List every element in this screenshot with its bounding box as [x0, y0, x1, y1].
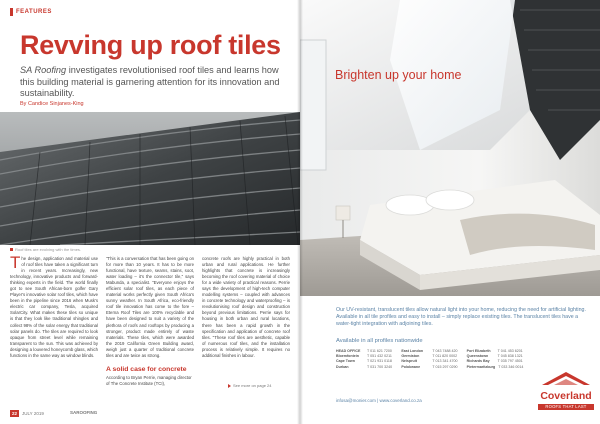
office-item: Pietermaritzburg T 033 346 0014 — [466, 364, 524, 369]
page-number: 22 — [12, 411, 18, 416]
office-item: Polokwane T 015 297 0290 — [401, 364, 458, 369]
article-column-3: concrete roofs are highly practical in both urban and rural applications. He further highlights that concrete is increasingly becoming the roof covering material of choice for a wide variety of practical reasons. Perrie says the development of high-tech computer modelling systems – coupled with advances in concrete technology and waterproofing – is revolutionising roof design and construction beyond previous limitations. Perrie says for housing in both urban and rural locations, there has been a rapid growth in the specification and application of concrete roof tiles. "These roof tiles are aesthetic, capable of numerous roof tiles, and the installation process is relatively simple. It requires no additional finishes in labour. — [202, 256, 290, 358]
deck-publication: SA Roofing — [20, 65, 67, 75]
drop-cap: T — [10, 253, 21, 272]
office-item: Queenstown T 045 838 1321 — [466, 354, 523, 359]
coverland-logo — [538, 370, 594, 410]
article-column-2-continued: According to Bryan Perrie, managing director of The Concrete Institute (TCI), — [106, 375, 192, 387]
roof-logo-icon — [538, 370, 594, 386]
column-1-text: he design, application and material use of roof tiles have taken a significant turn in recent years. Increasingly, new technology, innovative products and forward-thinking experts in the field. The world finally got to see South African-born golfer Gary Player's innovative solar roof tiles, which have been in the pipeline since 2016 when Musk's electric car company, Tesla, acquired SolarCity. What makes these tiles so unique is that they look like traditional shingles and collect 98% of the solar energy that traditional solar panels do. The tiles are required to look opaque from street level while remaining transparent to the sun. This was achieved by designing a louvered honeycomb glass, which functions in the same way as window blinds. — [10, 256, 98, 358]
arrow-right-icon — [228, 384, 231, 388]
office-item: HEAD OFFICE T 011 621 7200 — [336, 349, 392, 353]
caption-text: Roof tiles are evolving with the times. — [15, 247, 82, 252]
article-headline: Revving up roof tiles — [20, 30, 281, 60]
byline: By Candice Sinjanes-King — [20, 101, 84, 107]
office-item: East London T 043 7488 420 — [401, 349, 458, 353]
office-item: Richards Bay T 035 797 4501 — [466, 359, 523, 364]
office-item: Nelspruit T 013 341 4700 — [401, 359, 458, 364]
office-list — [336, 349, 526, 370]
office-item: Germiston T 011 820 0002 — [401, 354, 458, 359]
article-column-1 — [10, 253, 98, 359]
advert-headline: Brighten up your home — [335, 68, 462, 82]
see-more-link[interactable] — [228, 383, 271, 388]
roof-tiles-photo — [0, 112, 300, 245]
folio — [10, 410, 44, 417]
article-deck — [20, 65, 290, 100]
page-gutter — [297, 0, 303, 424]
magazine-logo: SAROOFING — [70, 410, 98, 415]
advert-body: Our UV-resistant, translucent tiles allow natural light into your home, reducing the need for artificial lighting. Available in all tile profiles and easy to install – simply replace existing tiles. The translucent tiles have a water-tight integration with adjoining tiles. — [336, 307, 586, 328]
advert-availability: Available in all profiles nationwide — [336, 338, 423, 344]
office-item: Bloemfontein T 051 432 0211 — [336, 354, 392, 359]
brand-tagline: ROOFS THAT LAST — [538, 404, 594, 410]
photo-caption — [10, 247, 81, 252]
office-item: Durban T 031 700 3240 — [336, 364, 393, 369]
advert-contact[interactable]: infosa@monier.com | www.coverland.co.za — [336, 398, 422, 403]
issue-date: JULY 2019 — [22, 411, 44, 416]
section-tab: FEATURES — [10, 8, 52, 16]
section-subhead: A solid case for concrete — [106, 366, 187, 373]
office-item: Port Elizabeth T 041 453 6201 — [466, 349, 523, 353]
see-more-text: See more on page 24 — [233, 383, 272, 388]
bedroom-photo — [300, 0, 600, 296]
article-column-2: "This is a conversation that has been going on for more than 10 years. It has to be more functional, have texture, seams, stains, soot, water loading – it's the connector tile," says Mabunda, a specialist. "Everyone enjoys the efficient solar roof tiles, as each piece of material works perfectly given South Africa's sunny weather. In South Africa, eco-friendly roof tile innovation has come to the fore – Eterna Roof Tiles are 100% recyclable and have been designed to suit a variety of the plethora of roofs and rooftops by producing a stronger, product made entirely of waste materials. These tiles, which were awarded the 2019 California Green Building award, weigh just a quarter of traditional concrete tiles and are twice as strong. — [106, 256, 194, 358]
office-item: Cape Town T 021 931 0118 — [336, 359, 392, 364]
brand-name: Coverland — [540, 390, 592, 402]
caption-marker — [10, 248, 13, 251]
deck-text: investigates revolutionised roof tiles and learns how this building material is garnering attention for its innovation and sustainability. — [20, 65, 280, 98]
right-page-advert — [300, 0, 600, 424]
